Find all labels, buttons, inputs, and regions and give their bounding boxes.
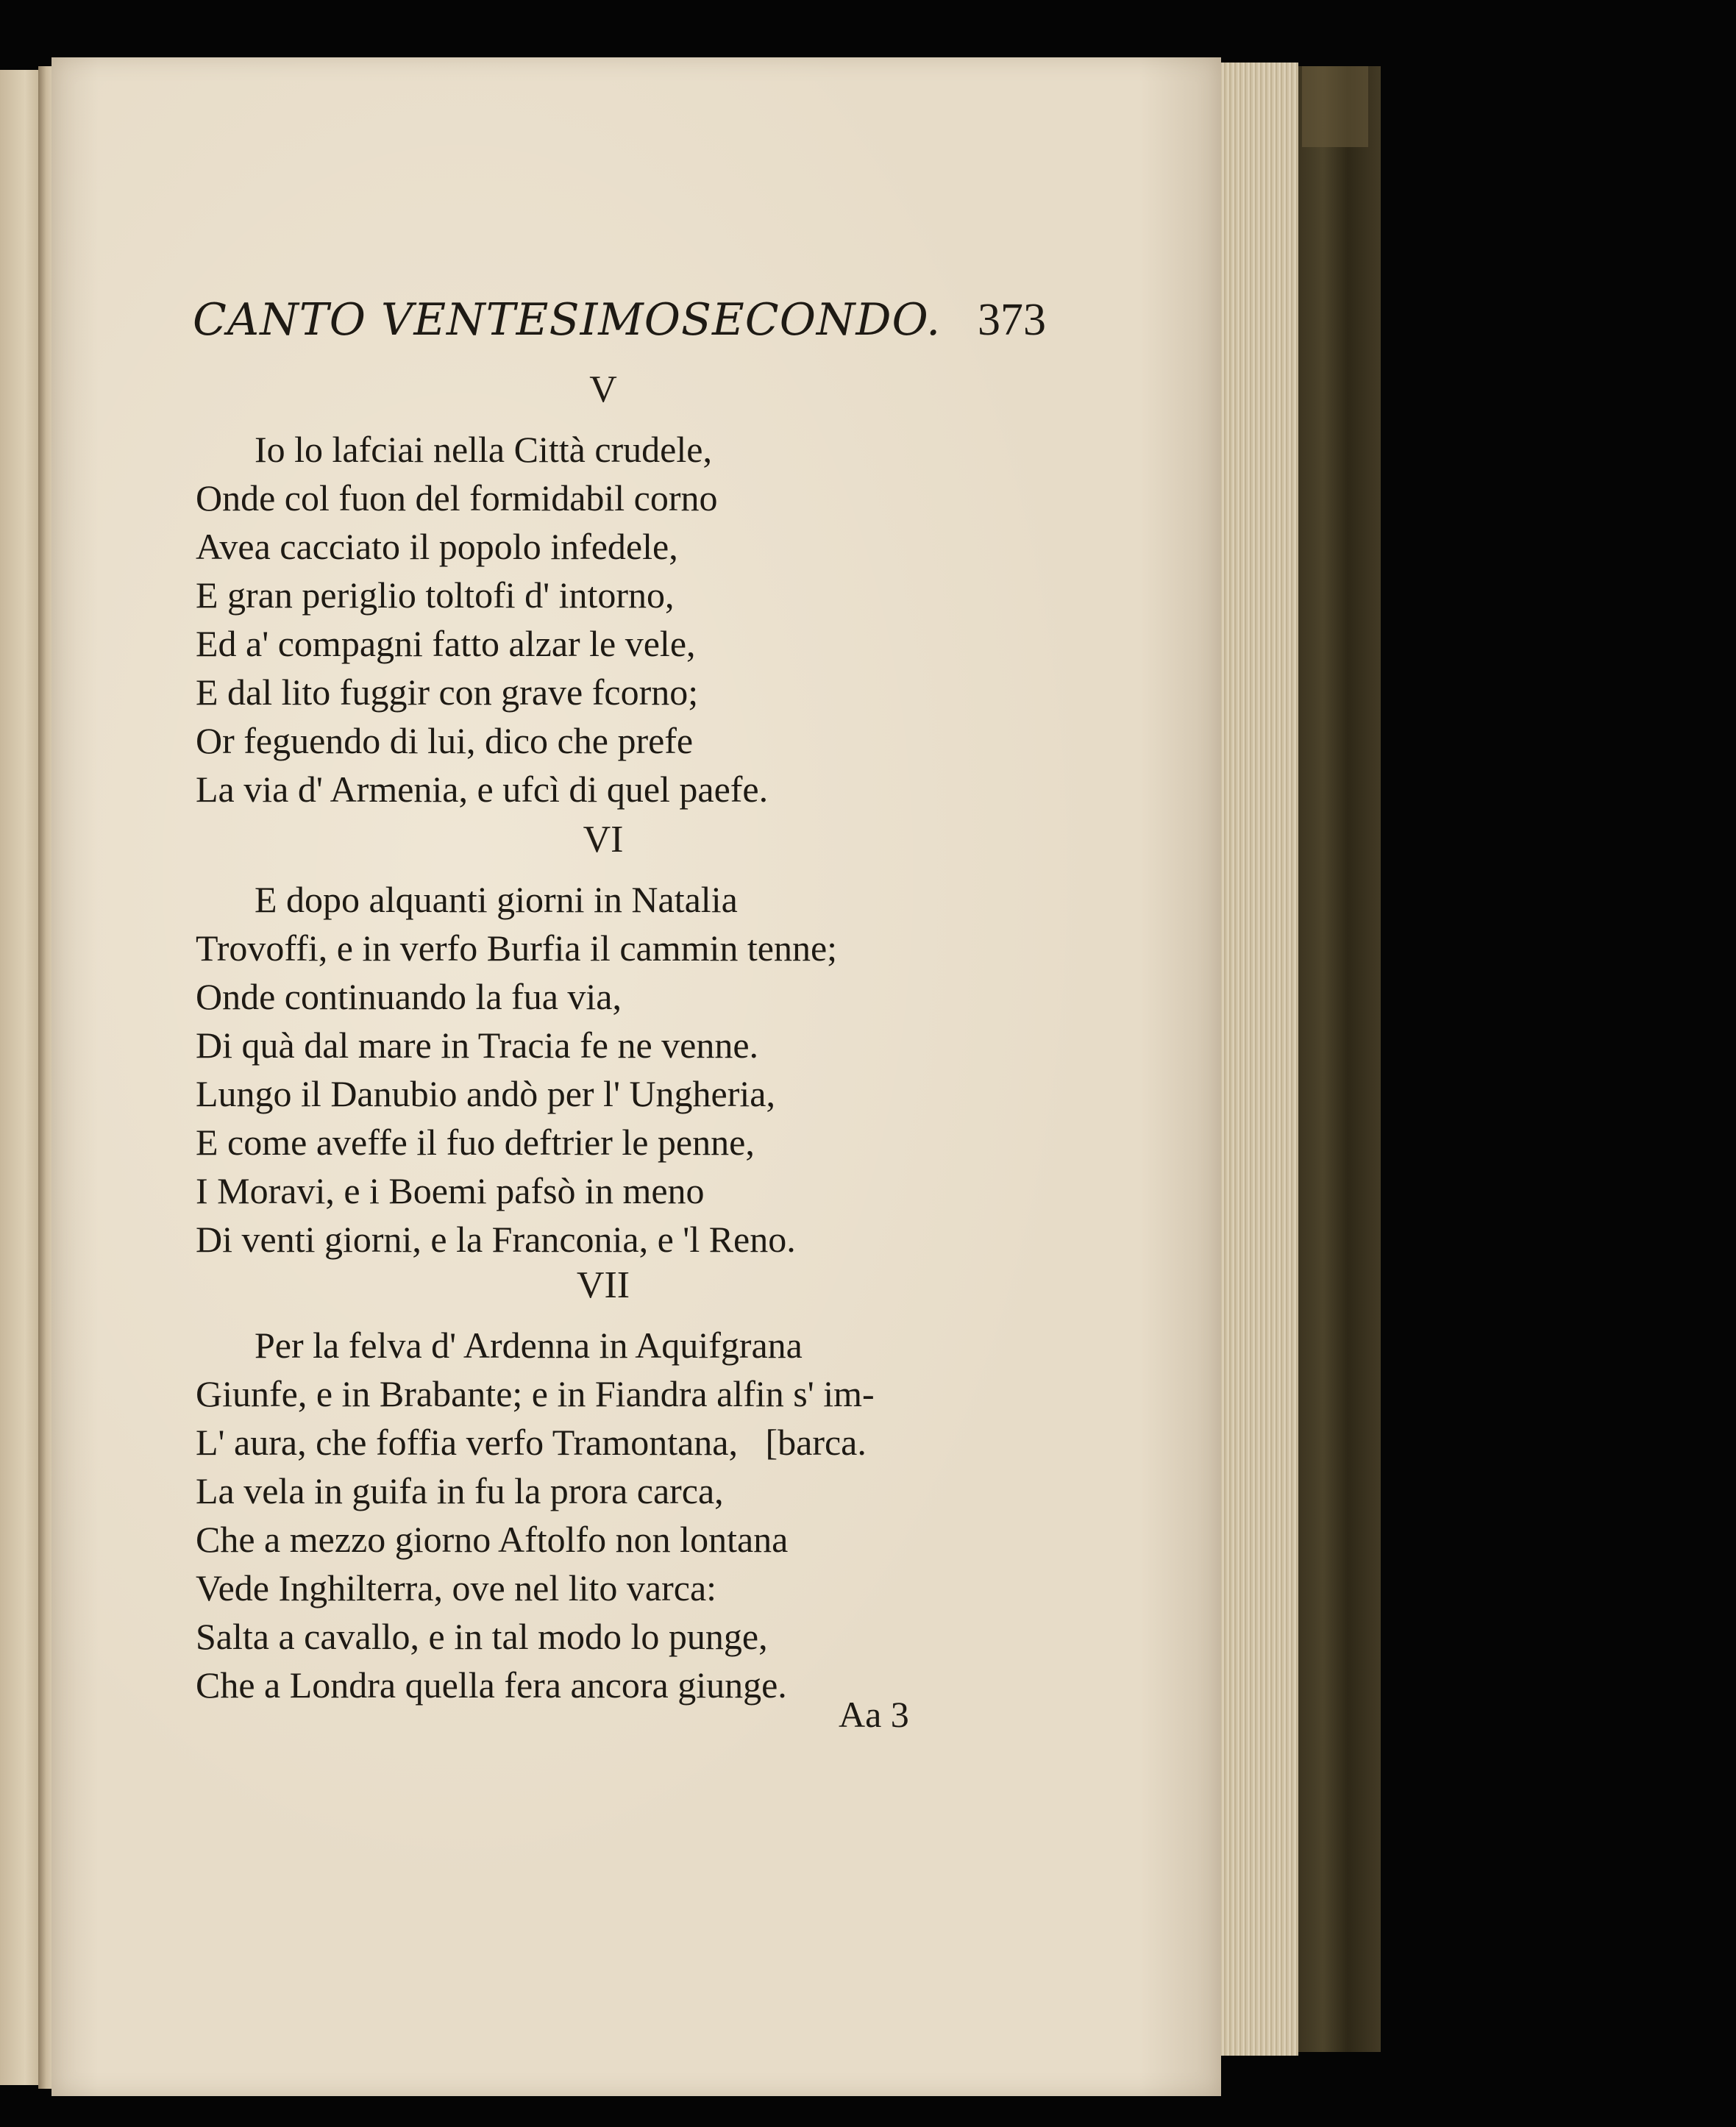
verse-line: E dal lito fuggir con grave fcorno; [196, 671, 699, 713]
stanza-number: V [589, 368, 617, 410]
verse-line: Or feguendo di lui, dico che prefe [196, 720, 694, 761]
verse-line: Che a Londra quella fera ancora giunge. [196, 1664, 787, 1706]
stanza-number: VI [583, 819, 624, 861]
verse-line: L' aura, che foffia verfo Tramontana, [barca. [196, 1422, 867, 1463]
stanza-vi [196, 875, 1042, 1264]
verse-line: Avea cacciato il popolo infedele, [196, 526, 678, 567]
verse-line: Che a mezzo giorno Aftolfo non lontana [196, 1519, 789, 1560]
verse-line: Ed a' compagni fatto alzar le vele, [196, 623, 696, 664]
verse-line: Lungo il Danubio andò per l' Ungheria, [196, 1073, 775, 1114]
running-head [193, 294, 1046, 368]
verse-line: Di quà dal mare in Tracia fe ne venne. [196, 1025, 759, 1066]
verse-line: La via d' Armenia, e ufcì di quel paefe. [196, 769, 769, 810]
canto-title: CANTO VENTESIMOSECONDO. [193, 294, 942, 346]
stanza-vii [196, 1321, 1042, 1709]
verse-line: Trovoffi, e in verfo Burfia il cammin tenne; [196, 927, 838, 969]
signature-mark: Aa 3 [839, 1694, 909, 1735]
verse-line: E gran periglio toltofi d' intorno, [196, 574, 675, 616]
verse-line: Di venti giorni, e la Franconia, e 'l Reno. [196, 1219, 796, 1260]
stanza-number: VII [576, 1264, 630, 1306]
verse-line: Giunfe, e in Brabante; e in Fiandra alfin s' im- [196, 1373, 875, 1414]
verse-line: Onde col fuon del formidabil corno [196, 477, 718, 519]
book-spine [1298, 66, 1381, 2052]
verse-line: Vede Inghilterra, ove nel lito varca: [196, 1567, 717, 1608]
verse-line: Onde continuando la fua via, [196, 976, 622, 1017]
verse-line: Salta a cavallo, e in tal modo lo punge, [196, 1616, 768, 1657]
verse-line: E come aveffe il fuo deftrier le penne, [196, 1122, 755, 1163]
verse-line: Io lo lafciai nella Città crudele, [255, 429, 712, 470]
spine-wear [1302, 66, 1368, 147]
stanza-v [196, 425, 1042, 813]
page-edges [1221, 63, 1298, 2056]
verse-line: La vela in guifa in fu la prora carca, [196, 1470, 724, 1511]
verse-line: E dopo alquanti giorni in Natalia [255, 879, 738, 920]
verse-line: Per la felva d' Ardenna in Aquifgrana [255, 1325, 803, 1366]
verse-line: I Moravi, e i Boemi pafsò in meno [196, 1170, 705, 1211]
page-number: 373 [978, 295, 1046, 345]
